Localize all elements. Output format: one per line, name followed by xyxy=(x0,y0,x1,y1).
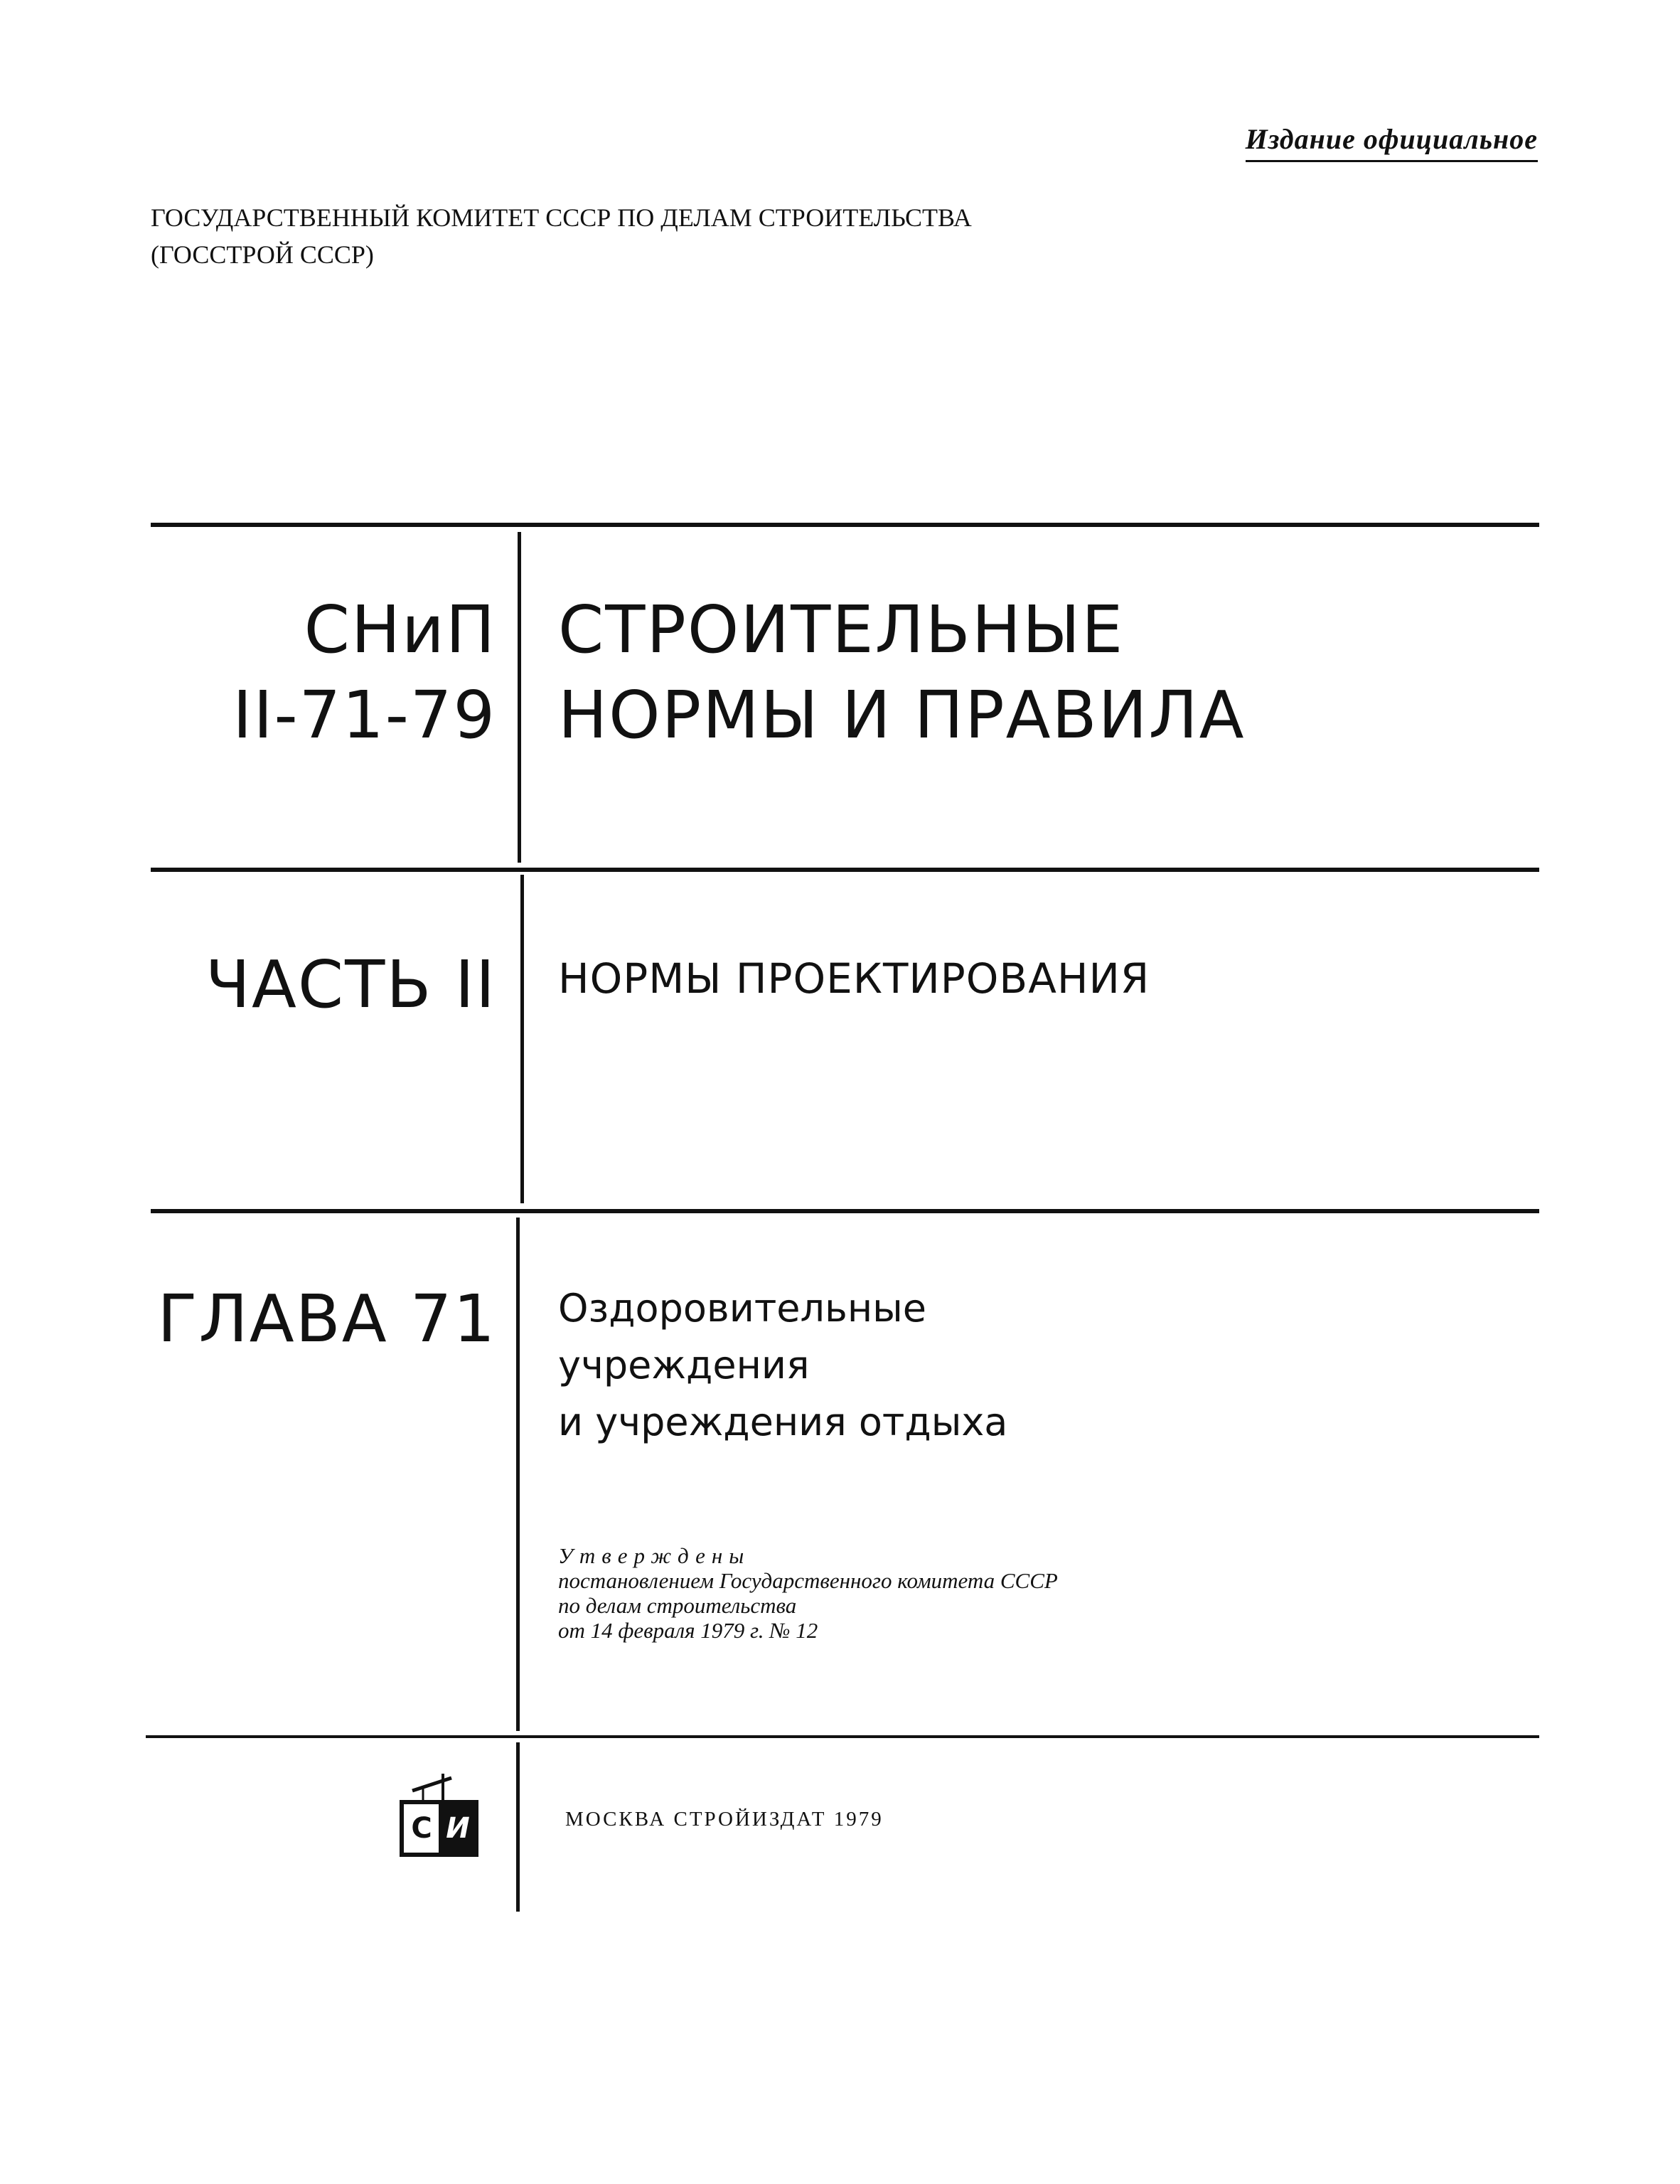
title-line-1: СТРОИТЕЛЬНЫЕ xyxy=(558,592,1125,668)
chapter-label: ГЛАВА 71 xyxy=(157,1281,496,1357)
rule-top xyxy=(151,523,1539,527)
logo-letter-i: И xyxy=(446,1812,470,1845)
approval-note xyxy=(558,1543,1058,1643)
publisher-info: МОСКВА СТРОЙИЗДАТ 1979 xyxy=(565,1808,884,1831)
part-label: ЧАСТЬ II xyxy=(205,947,496,1023)
part-name: НОРМЫ ПРОЕКТИРОВАНИЯ xyxy=(558,954,1150,1003)
approval-line-1: Утверждены xyxy=(558,1543,751,1568)
separator-4 xyxy=(516,1742,520,1912)
committee-name: ГОСУДАРСТВЕННЫЙ КОМИТЕТ СССР ПО ДЕЛАМ СТРОИТЕЛЬСТВА xyxy=(151,203,972,232)
rule-bottom xyxy=(146,1735,1539,1738)
code-number: II-71-79 xyxy=(232,677,496,753)
approval-line-2: постановлением Государственного комитета СССР xyxy=(558,1568,1058,1593)
title-line-2: НОРМЫ И ПРАВИЛА xyxy=(558,677,1246,753)
approval-line-3: по делам строительства xyxy=(558,1593,797,1618)
chapter-title xyxy=(558,1280,1007,1451)
separator-3 xyxy=(516,1218,520,1731)
edition-label: Издание официальное xyxy=(1246,122,1538,162)
rule-part xyxy=(151,868,1539,872)
publisher-logo xyxy=(395,1771,483,1860)
document-title xyxy=(558,587,1246,758)
chapter-title-line-1: Оздоровительные xyxy=(558,1286,927,1331)
committee-header xyxy=(151,199,972,273)
rule-chapter xyxy=(151,1209,1539,1213)
committee-abbreviation: (ГОССТРОЙ СССР) xyxy=(151,240,374,269)
document-code xyxy=(232,587,496,758)
logo-letter-s: С xyxy=(411,1812,432,1845)
separator-2 xyxy=(520,875,524,1203)
separator-1 xyxy=(518,532,521,863)
code-name: СНиП xyxy=(304,592,496,668)
chapter-title-line-3: и учреждения отдыха xyxy=(558,1400,1008,1444)
approval-line-4: от 14 февраля 1979 г. № 12 xyxy=(558,1618,818,1643)
chapter-title-line-2: учреждения xyxy=(558,1343,810,1387)
